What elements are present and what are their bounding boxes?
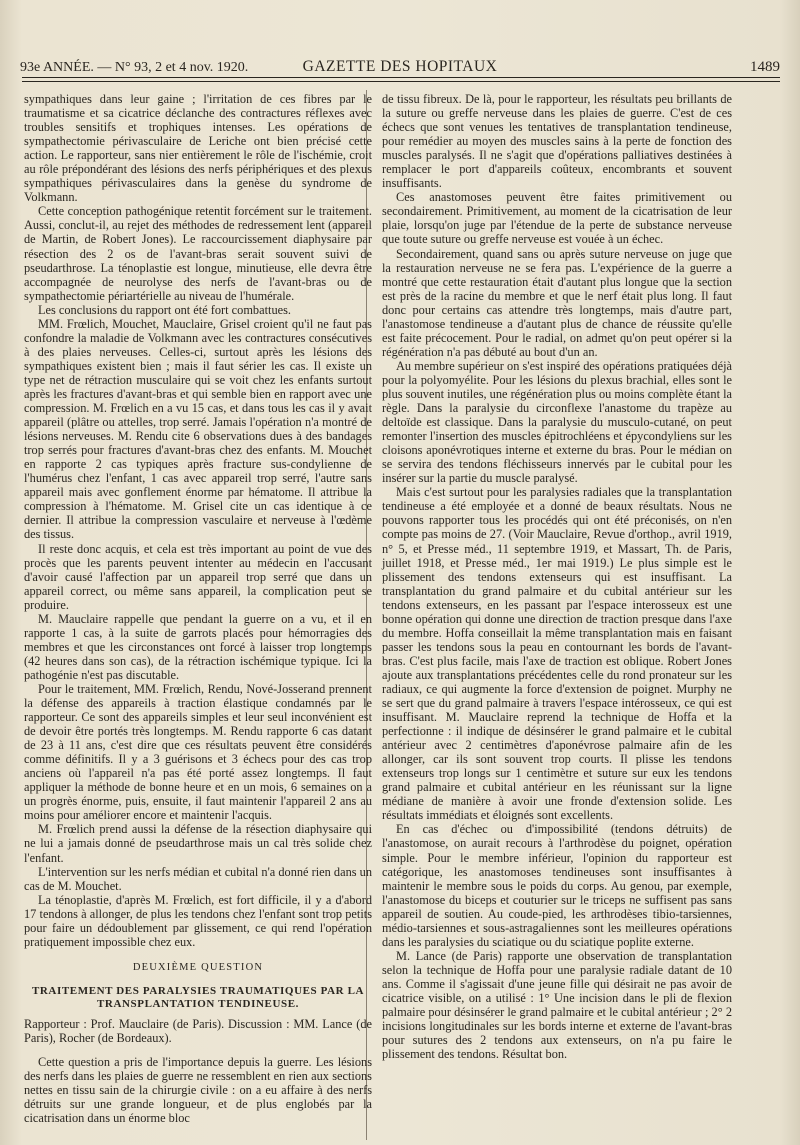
- left-column: [24, 92, 372, 1125]
- paragraph: Au membre supérieur on s'est inspiré des opérations pratiquées déjà pour la polyomyélite. Pour les lésions du plexus brachial, elles sont le plus souvent inutiles, une régénération plus ou moins complète étant la règle. Dans la paralysie du circonflexe l'anastome du trapèze au deltoïde est classique. Dans la paralysie du musculo-cutané, on peut remonter l'insertion des muscles épitrochléens et épycondyliens sur les cloisons aponévrotiques interne et externe du bras. Pour le médian on se servira des tendons fléchisseurs innervés par le cubital pour les insérer sur la partie du muscle paralysé.: [382, 358, 733, 486]
- page-header: [20, 48, 780, 76]
- paragraph: sympathiques dans leur gaine ; l'irritation de ces fibres par le traumatisme et sa cicatrice déclanche des contractures réflexes avec troubles sensitifs et trophiques intenses. Les opérations de sympathectomie périvasculaire de Leriche ont bien précisé cette action. Le rapporteur, sans nier entièrement le rôle de l'ischémie, croit au rôle prépondérant des lésions des nerfs périphériques et des plexus sympathiques périvasculaires dans la genèse du syndrome de Volkmann.: [24, 92, 372, 205]
- paragraph: MM. Frœlich, Mouchet, Mauclaire, Grisel croient qu'il ne faut pas confondre la maladie de Volkmann avec les contractures consécutives à des plaies nerveuses. Celles-ci, surtout après les lésions des sympathiques existent bien ; mais il faut sérier les cas. Il existe un type net de rétraction musculaire qui se voit chez les enfants surtout après les fractures d'avant-bras et qui semble bien en rapport avec une compression. M. Frœlich en a vu 15 cas, et dans tous les cas il y avait appareil (plâtre ou attelles, trop serré. Jamais l'opération n'a montré de lésions nerveuses. M. Rendu cite 6 observations dues à des bandages trop serrés pour fractures d'avant-bras chez des enfants. M. Mouchet en rapporte 2 cas typiques après fracture sus-condylienne de l'humérus chez l'enfant, 1 cas avec appareil trop serré, l'autre sans appareil mais avec gonflement énorme par hématome. Il attribue la compression à l'hématome. M. Grisel cite un cas identique à ce dernier. Il attribue la compression vasculaire et nerveuse à l'œdème des tissus.: [24, 316, 372, 542]
- paragraph: Pour le traitement, MM. Frœlich, Rendu, Nové-Josserand prennent la défense des appareils à traction élastique condamnés par le rapporteur. Ce sont des appareils simples et leur seul inconvénient est de devoir être portés très longtemps. M. Rendu rapporte 6 cas datant de 23 à 11 ans, c'est dire que ces résultats peuvent être considérés comme définitifs. Il y a 3 guérisons et 3 échecs pour des cas trop anciens où l'appareil n'a pas été porté assez longtemps. Il faut appliquer la méthode de bonne heure et en un mois, 6 semaines on a un progrès énorme, puis, ensuite, il faut maintenir l'appareil 2 ans au moins pour améliorer encore et maintenir l'acquis.: [24, 681, 372, 823]
- paragraph: Il reste donc acquis, et cela est très important au point de vue des procès que les parents peuvent intenter au médecin en l'accusant d'avoir causé l'affection par un appareil trop serré que dans un appareil correct, ou même sans appareil, la complication peut se produire.: [24, 541, 372, 612]
- header-rule-thick: [22, 77, 780, 78]
- page-number: 1489: [750, 59, 780, 75]
- paragraph: La ténoplastie, d'après M. Frœlich, est fort difficile, il y a d'abord 17 tendons à allonger, de plus les tendons chez l'enfant sont trop petits pour faire un dédoublement par glissement, ce qui rend l'opération pratiquement impossible chez eux.: [24, 892, 372, 949]
- section-title: TRAITEMENT DES PARALYSIES TRAUMATIQUES PAR LA TRANSPLANTATION TENDINEUSE.: [31, 984, 365, 1010]
- paragraph: En cas d'échec ou d'impossibilité (tendons détruits) de l'anastomose, on aurait recours à l'arthrodèse du poignet, opération simple. Pour le membre inférieur, l'opinion du rapporteur est catégorique, les anastomoses tendineuses sont insuffisantes à maintenir le membre sous le poids du corps. Au genou, par exemple, l'anastomose du biceps et couturier sur le triceps ne suffisent pas sans appareil de soutien. Au coude-pied, les arthrodèses tibio-tarsiennes, médio-tarsiennes et sous-astragaliennes sont les meilleures opérations dans les paralysies du sciatique ou du sciatique poplite externe.: [382, 822, 732, 949]
- paragraph: Cette conception pathogénique retentit forcément sur le traitement. Aussi, conclut-il, au rejet des méthodes de redressement lent (appareil de Martin, de Robert Jones). Le raccourcissement diaphysaire par résection des 2 os de l'avant-bras serait souvent suivi de pseudarthrose. La ténoplastie est longue, minutieuse, elle devra être accompagnée de neurolyse des nerfs de l'avant-bras ou de sympathectomie périartérielle au niveau de l'humérale.: [24, 204, 372, 303]
- header-rule-thin: [22, 81, 780, 82]
- paragraph: L'intervention sur les nerfs médian et cubital n'a donné rien dans un cas de M. Mouchet.: [24, 864, 372, 893]
- rapporteur-line: Rapporteur : Prof. Mauclaire (de Paris). Discussion : MM. Lance (de Paris), Rocher (de Bordeaux).: [24, 1016, 372, 1045]
- paragraph: M. Mauclaire rappelle que pendant la guerre on a vu, et il en rapporte 1 cas, à la suite de garrots placés pour hémorragies des membres et que les circonstances ont forcé à laisser trop longtemps (42 heures dans son cas), de la rétraction ischémique typique. Ici la pathogénie n'est pas discutable.: [24, 611, 372, 682]
- paragraph: M. Frœlich prend aussi la défense de la résection diaphysaire qui ne lui a jamais donné de pseudarthrose mais un cal très solide chez l'enfant.: [24, 822, 372, 865]
- journal-title: GAZETTE DES HOPITAUX: [302, 58, 498, 75]
- paragraph: de tissu fibreux. De là, pour le rapporteur, les résultats peu brillants de la suture ou greffe nerveuse dans les plaies de guerre. C'est de ces échecs que sont venues les tentatives de transplantation tendineuse, pour remédier au moyen des muscles sains à la perte de fonction des muscles paralysés. Il ne s'agit que d'opérations palliatives destinées à remplacer le port d'appareils coûteux, encombrants et souvent insuffisants.: [382, 92, 732, 191]
- paragraph: Ces anastomoses peuvent être faites primitivement ou secondairement. Primitivement, au moment de la cicatrisation de leur plaie, lorsqu'on juge par l'étendue de la perte de substance nerveuse que toute suture ou greffe nerveuse est vouée à un échec.: [382, 190, 732, 247]
- paragraph: Secondairement, quand sans ou après suture nerveuse on juge que la restauration nerveuse ne se fera pas. L'expérience de la guerre a montré que cette restauration était d'autant plus longue que la section est près de la racine du membre et que le nerf était plus long. Il faut donc pour certains cas attendre très longtemps, mais d'autre part, l'anastomose tendineuse a d'autant plus de chance de réussite qu'elle est faite précocement. Pour le radial, on admet qu'on peut opérer si la régénération n'a pas débuté au bout d'un an.: [382, 246, 732, 359]
- right-column: [382, 92, 732, 1061]
- paragraph: M. Lance (de Paris) rapporte une observation de transplantation selon la technique de Hoffa pour une paralysie radiale datant de 10 ans. Comme il s'agissait d'une jeune fille qui désirait ne pas avoir de cicatrice visible, on a utilisé : 1° Une incision dans le pli de flexion palmaire pour désinsérer le grand palmaire et le cubital antérieur ; 2° 2 incisions longitudinales sur les bords interne et externe de l'avant-bras pour sutures des 2 tendons aux extenseurs, on n'a pu faire le plissement des tendons. Résultat bon.: [382, 948, 732, 1062]
- paragraph: Les conclusions du rapport ont été fort combattues.: [38, 302, 291, 317]
- paragraph: Mais c'est surtout pour les paralysies radiales que la transplantation tendineuse a été employée et a donné de beaux résultats. Nous ne pouvons rapporter tous les procédés qui ont été préconisés, on n'en compte pas moins de 27. (Voir Mauclaire, Revue d'orthop., avril 1919, n° 5, et Presse méd., 11 septembre 1919, et Massart, Th. de Paris, juillet 1918, et Presse méd., 1er mai 1919.) Le plus simple est le plissement des tendons extenseurs qui est insuffisant. La transplantation du grand palmaire et du cubital antérieur sur les tendons extenseurs, en les passant par l'espace interosseux est une bonne opération qui donne une direction de traction presque dans l'axe du membre. Hoffa conseillait la même transplantation mais en faisant passer les tendons sous la peau en contournant les bords de l'avant-bras. C'est plus facile, mais l'axe de traction est oblique. Robert Jones ajoute aux transplantations précédentes celle du rond pronateur sur les radiaux, ce qui augmente la force d'extension de poignet. Murphy ne se sert que du grand palmaire à travers l'espace intérosseux, ce qui est insuffisant. M. Mauclaire reprend la technique de Hoffa et la perfectionne : il indique de désinsérer le grand palmaire et le cubital antérieur avec 2 centimètres d'aponévrose palmaire afin de les allonger, car ils sont souvent trop courts. Il plisse les tendons extenseurs trop longs sur 1 centimètre et suture sur eux les tendons grand palmaire et cubital antérieur en les réunissant sur la ligne médiane de manière à avoir une fronde d'extension solide. Les résultats immédiats et éloignés sont excellents.: [382, 485, 732, 823]
- issue-info: 93e ANNÉE. — N° 93, 2 et 4 nov. 1920.: [20, 60, 249, 75]
- section-label: DEUXIÈME QUESTION: [132, 961, 264, 973]
- paragraph: Cette question a pris de l'importance depuis la guerre. Les lésions des nerfs dans les plaies de guerre ne ressemblent en rien aux sections nettes en tissu sain de la chirurgie civile : on a eu affaire à des nerfs détruits sur une grande longueur, et de plus englobés par la cicatrisation dans un énorme bloc: [24, 1055, 372, 1126]
